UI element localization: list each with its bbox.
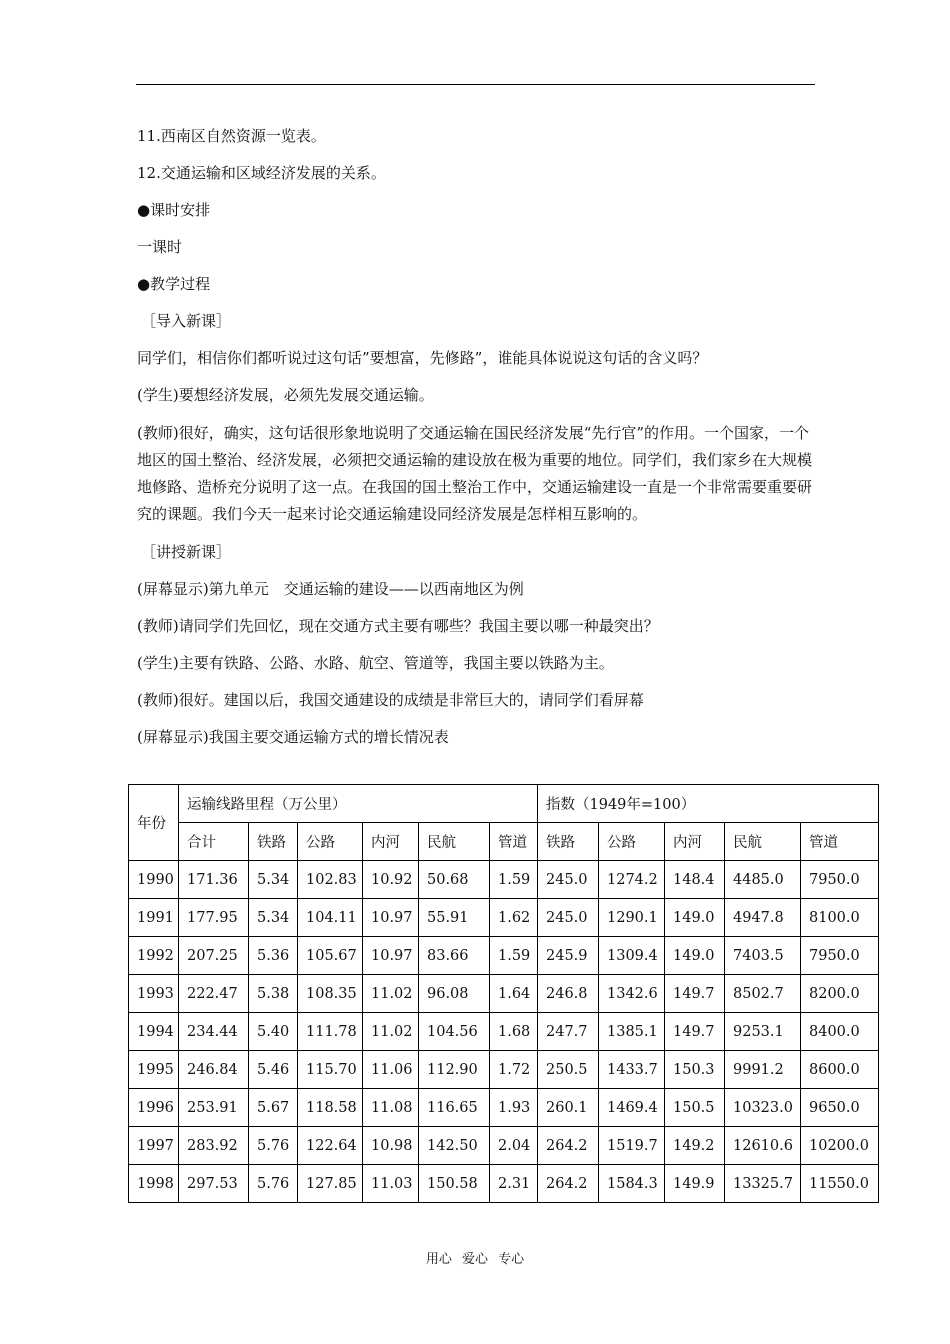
table-cell: 108.35 [298, 975, 363, 1013]
table-header-row [129, 785, 879, 823]
column-header: 铁路 [249, 823, 298, 861]
table-cell: 245.0 [538, 861, 599, 899]
table-cell: 11.03 [363, 1165, 419, 1203]
table-cell: 1.59 [490, 937, 538, 975]
year-header: 年份 [129, 785, 179, 861]
year-cell: 1998 [129, 1165, 179, 1203]
table-cell: 5.36 [249, 937, 298, 975]
table-cell: 149.0 [665, 937, 725, 975]
table-cell: 50.68 [419, 861, 490, 899]
page-footer: 用心 爱心 专心 [425, 1252, 525, 1267]
table-cell: 253.91 [179, 1089, 249, 1127]
table-cell: 4947.8 [725, 899, 801, 937]
table-cell: 5.46 [249, 1051, 298, 1089]
document-body [137, 124, 817, 762]
paragraph: 11.西南区自然资源一览表。 [137, 127, 326, 145]
year-cell: 1991 [129, 899, 179, 937]
column-header: 公路 [599, 823, 665, 861]
paragraph: (学生)主要有铁路、公路、水路、航空、管道等，我国主要以铁路为主。 [137, 654, 614, 672]
column-header: 内河 [363, 823, 419, 861]
table-cell: 1433.7 [599, 1051, 665, 1089]
table-cell: 245.9 [538, 937, 599, 975]
table-cell: 7403.5 [725, 937, 801, 975]
table-cell: 9253.1 [725, 1013, 801, 1051]
table-cell: 234.44 [179, 1013, 249, 1051]
table-cell: 5.40 [249, 1013, 298, 1051]
table-cell: 142.50 [419, 1127, 490, 1165]
table-row [129, 861, 879, 899]
table-row [129, 1165, 879, 1203]
paragraph: (屏幕显示)第九单元 交通运输的建设——以西南地区为例 [137, 580, 524, 598]
table-cell: 297.53 [179, 1165, 249, 1203]
paragraph: 同学们，相信你们都听说过这句话”要想富，先修路”，谁能具体说说这句话的含义吗？ [137, 349, 708, 367]
table-cell: 149.7 [665, 1013, 725, 1051]
table-cell: 1584.3 [599, 1165, 665, 1203]
column-header: 管道 [490, 823, 538, 861]
table-cell: 112.90 [419, 1051, 490, 1089]
table-cell: 11550.0 [801, 1165, 879, 1203]
table-cell: 10.97 [363, 937, 419, 975]
column-header: 管道 [801, 823, 879, 861]
table-cell: 104.11 [298, 899, 363, 937]
table-cell: 264.2 [538, 1165, 599, 1203]
paragraph: (教师)请同学们先回忆，现在交通方式主要有哪些？我国主要以哪一种最突出？ [137, 617, 659, 635]
table-cell: 260.1 [538, 1089, 599, 1127]
table-cell: 5.34 [249, 899, 298, 937]
table-cell: 8100.0 [801, 899, 879, 937]
table-row [129, 1127, 879, 1165]
table-row [129, 1089, 879, 1127]
table-cell: 150.58 [419, 1165, 490, 1203]
table-cell: 1290.1 [599, 899, 665, 937]
table-cell: 116.65 [419, 1089, 490, 1127]
table-cell: 5.67 [249, 1089, 298, 1127]
table-cell: 118.58 [298, 1089, 363, 1127]
table-cell: 1519.7 [599, 1127, 665, 1165]
table-cell: 102.83 [298, 861, 363, 899]
table-subheader-row [129, 823, 879, 861]
table-cell: 5.76 [249, 1165, 298, 1203]
table-cell: 7950.0 [801, 937, 879, 975]
paragraph: (屏幕显示)我国主要交通运输方式的增长情况表 [137, 728, 449, 746]
table-cell: 8400.0 [801, 1013, 879, 1051]
year-cell: 1990 [129, 861, 179, 899]
section-label: ［导入新课］ [141, 312, 232, 330]
table-cell: 7950.0 [801, 861, 879, 899]
table-cell: 11.06 [363, 1051, 419, 1089]
table-cell: 207.25 [179, 937, 249, 975]
table-cell: 149.7 [665, 975, 725, 1013]
year-cell: 1995 [129, 1051, 179, 1089]
table-cell: 250.5 [538, 1051, 599, 1089]
section-heading: ●课时安排 [137, 201, 211, 219]
column-header: 民航 [419, 823, 490, 861]
table-cell: 1274.2 [599, 861, 665, 899]
table-cell: 122.64 [298, 1127, 363, 1165]
index-group-header: 指数（1949年=100） [538, 785, 879, 823]
table-cell: 1.64 [490, 975, 538, 1013]
table-cell: 8600.0 [801, 1051, 879, 1089]
table-cell: 8502.7 [725, 975, 801, 1013]
table-cell: 1.93 [490, 1089, 538, 1127]
table-cell: 1469.4 [599, 1089, 665, 1127]
table-cell: 10323.0 [725, 1089, 801, 1127]
table-cell: 11.02 [363, 975, 419, 1013]
column-header: 民航 [725, 823, 801, 861]
table-cell: 1385.1 [599, 1013, 665, 1051]
year-cell: 1997 [129, 1127, 179, 1165]
table-cell: 5.38 [249, 975, 298, 1013]
table-cell: 9650.0 [801, 1089, 879, 1127]
table-cell: 9991.2 [725, 1051, 801, 1089]
table-cell: 1.72 [490, 1051, 538, 1089]
table-cell: 104.56 [419, 1013, 490, 1051]
header-rule [136, 84, 815, 85]
transport-growth-table [128, 784, 879, 1203]
table-cell: 1.68 [490, 1013, 538, 1051]
table-cell: 11.02 [363, 1013, 419, 1051]
table-cell: 11.08 [363, 1089, 419, 1127]
table-cell: 150.5 [665, 1089, 725, 1127]
table-cell: 10.97 [363, 899, 419, 937]
table-row [129, 937, 879, 975]
table-cell: 148.4 [665, 861, 725, 899]
table-cell: 149.0 [665, 899, 725, 937]
table-row [129, 1013, 879, 1051]
table-row [129, 1051, 879, 1089]
table-cell: 111.78 [298, 1013, 363, 1051]
column-header: 合计 [179, 823, 249, 861]
table-cell: 105.67 [298, 937, 363, 975]
year-cell: 1993 [129, 975, 179, 1013]
table-cell: 1.62 [490, 899, 538, 937]
table-cell: 245.0 [538, 899, 599, 937]
table-cell: 177.95 [179, 899, 249, 937]
table-cell: 222.47 [179, 975, 249, 1013]
table-cell: 12610.6 [725, 1127, 801, 1165]
year-cell: 1996 [129, 1089, 179, 1127]
table-cell: 264.2 [538, 1127, 599, 1165]
paragraph: (学生)要想经济发展，必须先发展交通运输。 [137, 386, 434, 404]
mileage-group-header: 运输线路里程（万公里） [179, 785, 538, 823]
table-cell: 115.70 [298, 1051, 363, 1089]
table-cell: 13325.7 [725, 1165, 801, 1203]
section-label: ［讲授新课］ [141, 543, 232, 561]
table-cell: 283.92 [179, 1127, 249, 1165]
section-heading: ●教学过程 [137, 275, 211, 293]
table-cell: 1309.4 [599, 937, 665, 975]
year-cell: 1992 [129, 937, 179, 975]
paragraph: 12.交通运输和区域经济发展的关系。 [137, 164, 386, 182]
table-cell: 55.91 [419, 899, 490, 937]
table-cell: 246.84 [179, 1051, 249, 1089]
table-cell: 2.31 [490, 1165, 538, 1203]
table-cell: 96.08 [419, 975, 490, 1013]
table-cell: 149.9 [665, 1165, 725, 1203]
table-cell: 149.2 [665, 1127, 725, 1165]
table-cell: 10200.0 [801, 1127, 879, 1165]
column-header: 内河 [665, 823, 725, 861]
table-cell: 83.66 [419, 937, 490, 975]
paragraph: (教师)很好，确实，这句话很形象地说明了交通运输在国民经济发展“先行官”的作用。一个国家，一个地区的国土整治、经济发展，必须把交通运输的建设放在极为重要的地位。同学们，我们家乡在大规模地修路、造桥充分说明了这一点。在我国的国土整治工作中，交通运输建设一直是一个非常需要重要研究的课题。我们今天一起来讨论交通运输建设同经济发展是怎样相互影响的。 [137, 424, 813, 523]
column-header: 铁路 [538, 823, 599, 861]
paragraph: (教师)很好。建国以后，我国交通建设的成绩是非常巨大的，请同学们看屏幕 [137, 691, 644, 709]
table-row [129, 975, 879, 1013]
table-cell: 4485.0 [725, 861, 801, 899]
table-cell: 171.36 [179, 861, 249, 899]
table-cell: 5.76 [249, 1127, 298, 1165]
table-cell: 1342.6 [599, 975, 665, 1013]
table-cell: 246.8 [538, 975, 599, 1013]
table-cell: 247.7 [538, 1013, 599, 1051]
table-cell: 127.85 [298, 1165, 363, 1203]
table-cell: 10.98 [363, 1127, 419, 1165]
table-cell: 10.92 [363, 861, 419, 899]
paragraph: 一课时 [137, 238, 183, 256]
table-cell: 8200.0 [801, 975, 879, 1013]
column-header: 公路 [298, 823, 363, 861]
table-cell: 5.34 [249, 861, 298, 899]
table-cell: 150.3 [665, 1051, 725, 1089]
table-body [129, 861, 879, 1203]
table-cell: 2.04 [490, 1127, 538, 1165]
table-row [129, 899, 879, 937]
table-cell: 1.59 [490, 861, 538, 899]
year-cell: 1994 [129, 1013, 179, 1051]
